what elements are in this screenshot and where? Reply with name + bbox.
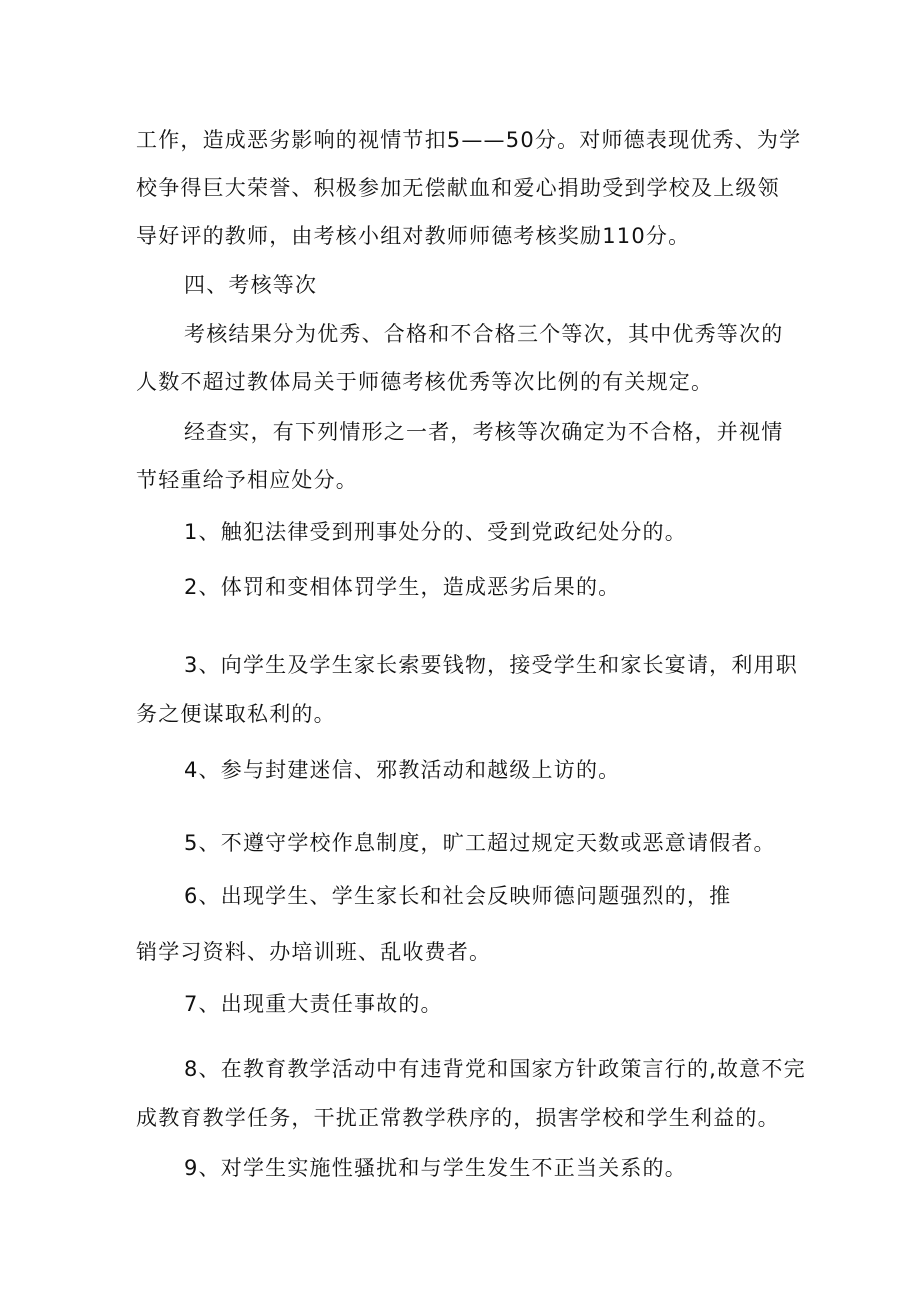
list-item: 9、对学生实施性骚扰和与学生发生不正当关系的。 [184, 1156, 687, 1180]
list-item: 3、向学生及学生家长索要钱物，接受学生和家长宴请，利用职 [184, 653, 798, 677]
paragraph-line: 节轻重给予相应处分。 [136, 468, 358, 492]
list-item: 1、触犯法律受到刑事处分的、受到党政纪处分的。 [184, 520, 687, 544]
list-item: 4、参与封建迷信、邪教活动和越级上访的。 [184, 758, 621, 782]
paragraph-line: 校争得巨大荣誉、积极参加无偿献血和爱心捐助受到学校及上级领 [136, 176, 780, 200]
list-item: 5、不遵守学校作息制度，旷工超过规定天数或恶意请假者。 [184, 831, 776, 855]
list-item: 8、在教育教学活动中有违背党和国家方针政策言行的,故意不完 [184, 1057, 806, 1081]
list-item-continuation: 销学习资料、办培训班、乱收费者。 [136, 940, 492, 964]
list-item: 6、出现学生、学生家长和社会反映师德问题强烈的，推 [184, 884, 732, 908]
list-item-continuation: 成教育教学任务，干扰正常教学秩序的，损害学校和学生利益的。 [136, 1106, 780, 1130]
list-item: 7、出现重大责任事故的。 [184, 992, 443, 1016]
paragraph-line: 工作，造成恶劣影响的视情节扣5——50分。对师德表现优秀、为学 [136, 128, 802, 152]
section-heading: 四、考核等次 [184, 273, 318, 297]
paragraph-line: 人数不超过教体局关于师德考核优秀等次比例的有关规定。 [136, 370, 714, 394]
list-item: 2、体罚和变相体罚学生，造成恶劣后果的。 [184, 575, 621, 599]
list-item-continuation: 务之便谋取私利的。 [136, 702, 336, 726]
paragraph-line: 经查实，有下列情形之一者，考核等次确定为不合格，并视情 [184, 420, 784, 444]
paragraph-line: 考核结果分为优秀、合格和不合格三个等次，其中优秀等次的 [184, 322, 784, 346]
paragraph-line: 导好评的教师，由考核小组对教师师德考核奖励110分。 [136, 224, 691, 248]
